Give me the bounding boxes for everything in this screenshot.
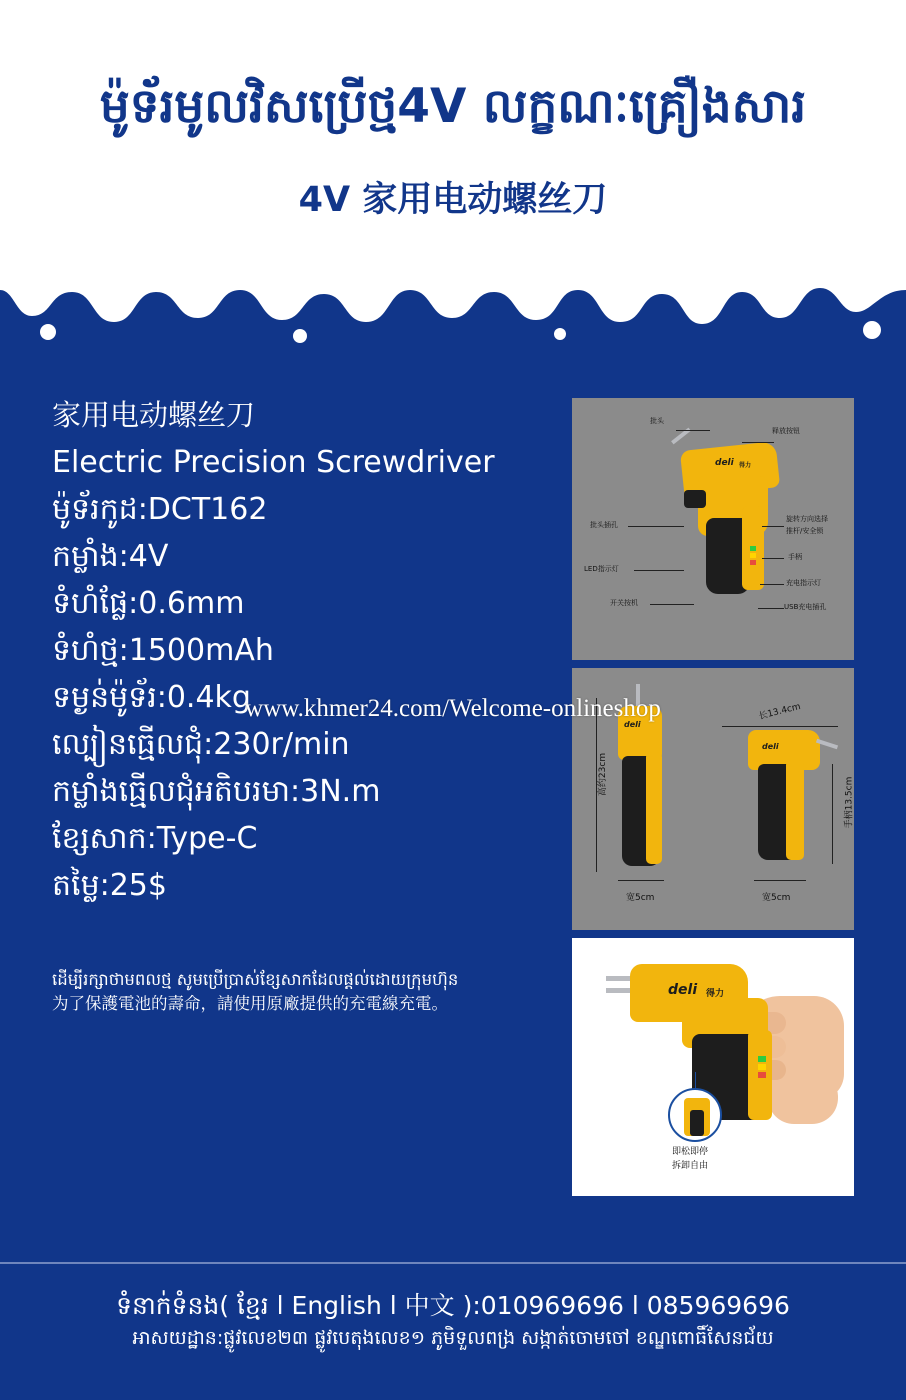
zoom-callout-line [695,1072,696,1090]
indicator-led-green [750,546,756,551]
indicator-led-red [750,560,756,565]
page-title-khmer: ម៉ូទ័រមូលវិសប្រើថ្ម4V លក្ខណៈគ្រឿងសារ [99,79,807,134]
callout-line [634,570,684,571]
footer-contact: ទំនាក់ទំនង( ខ្មែរ l English l 中文 ):010969696 l 085969696 [116,1291,790,1320]
spec-item: កម្លាំងធ្មេីលជុំអតិបរមា:3N.m [52,774,381,809]
spec-item: Electric Precision Screwdriver [52,445,495,480]
dimension-line-handle [832,764,833,864]
spec-item: ម៉ូទ័រកូដ:DCT162 [52,492,268,527]
dimension-label: 高约23cm [598,752,609,797]
callout-line [762,558,784,559]
callout-line [762,526,784,527]
footer [0,1262,906,1400]
spec-list [52,392,552,909]
indicator-led-yellow [758,1064,766,1070]
spec-item: ខ្សែសាក:Type-C [52,821,258,856]
dimension-label: 宽5cm [762,893,791,903]
dimension-label: 宽5cm [626,893,655,903]
spec-item: 家用电动螺丝刀 [52,398,256,432]
brand-label-right: deli [762,742,779,751]
callout-label: 推杆/安全锁 [786,527,824,535]
brand-label-chinese: 得力 [739,462,752,469]
product-diagram-panel [572,398,854,660]
brand-label-large: deli [668,982,698,998]
callout-label: 释放按钮 [772,427,800,435]
zoom-detail-dark [690,1110,704,1136]
screwdriver-left-accent [646,752,662,864]
dimension-label: 长13.4cm [757,701,802,722]
callout-line [650,604,694,605]
zoom-callout-bubble [668,1088,722,1142]
spec-item-price: តម្លៃ:25$ [52,868,167,903]
callout-label: 批头 [650,417,664,425]
dimension-line-length [722,726,838,727]
watermark: www.khmer24.com/Welcome-onlineshop [245,695,661,722]
callout-line [760,584,784,585]
spec-item: ល្បៀនធ្មេីលជុំ:230r/min [52,727,350,762]
callout-label: 手柄 [788,553,802,561]
palm [768,1078,838,1124]
screwdriver-button [684,490,706,508]
brand-label-left: deli [624,720,641,729]
note-chinese: 为了保護電池的壽命，請使用原廠提供的充電線充電。 [52,994,448,1013]
footer-address: អាសយដ្ឋាន:ផ្លូវលេខ២៣ ផ្លូវបេតុងលេខ១ ភូមិទួលពង្រ សង្កាត់ចោមចៅ ខណ្ឌពោធិ៍សែនជ័យ [132,1327,774,1349]
callout-line [628,526,684,527]
page-title-chinese: 4V 家用电动螺丝刀 [298,180,608,220]
bit-vertical [636,684,640,706]
photo-caption: 即松即停 [672,1147,709,1157]
indicator-led-red [758,1072,766,1078]
spec-item: ទំហំថ្ម:1500mAh [52,633,274,668]
indicator-led-green [758,1056,766,1062]
brand-label: deli [715,458,734,468]
callout-label: 充电指示灯 [786,579,821,587]
callout-line [676,430,710,431]
dimension-line-width-left [618,880,664,881]
drip-edge-decoration [0,278,906,348]
in-hand-photo-panel [572,938,854,1196]
callout-label: USB充电插孔 [784,603,827,611]
callout-label: 开关按机 [610,599,638,607]
dimension-line-width-right [754,880,806,881]
dimensions-panel [572,668,854,930]
callout-label: 旋转方向选择 [786,515,828,523]
spec-item: ទម្ងន់ម៉ូទ័រ:0.4kg [52,680,251,715]
callout-label: LED指示灯 [584,565,619,573]
header [0,0,906,292]
callout-label: 批头插孔 [590,521,618,529]
callout-line [758,608,784,609]
screwdriver-right-accent [786,760,804,860]
indicator-led-yellow [750,553,756,558]
brand-label-large-chinese: 得力 [706,989,725,999]
photo-caption: 拆卸自由 [672,1161,709,1171]
callout-line [742,442,774,443]
spec-item: កម្លាំង:4V [52,539,169,574]
spec-item: ទំហំផ្លែ:0.6mm [52,586,245,621]
battery-care-note [52,968,592,1016]
note-khmer: ដេីម្បីរក្សាថាមពលថ្ម សូមប្រើប្រាស់ខ្សែសាកដែលផ្តល់ដោយក្រុមហ៊ុន [52,970,459,989]
dimension-label: 手柄13.5cm [844,776,854,829]
